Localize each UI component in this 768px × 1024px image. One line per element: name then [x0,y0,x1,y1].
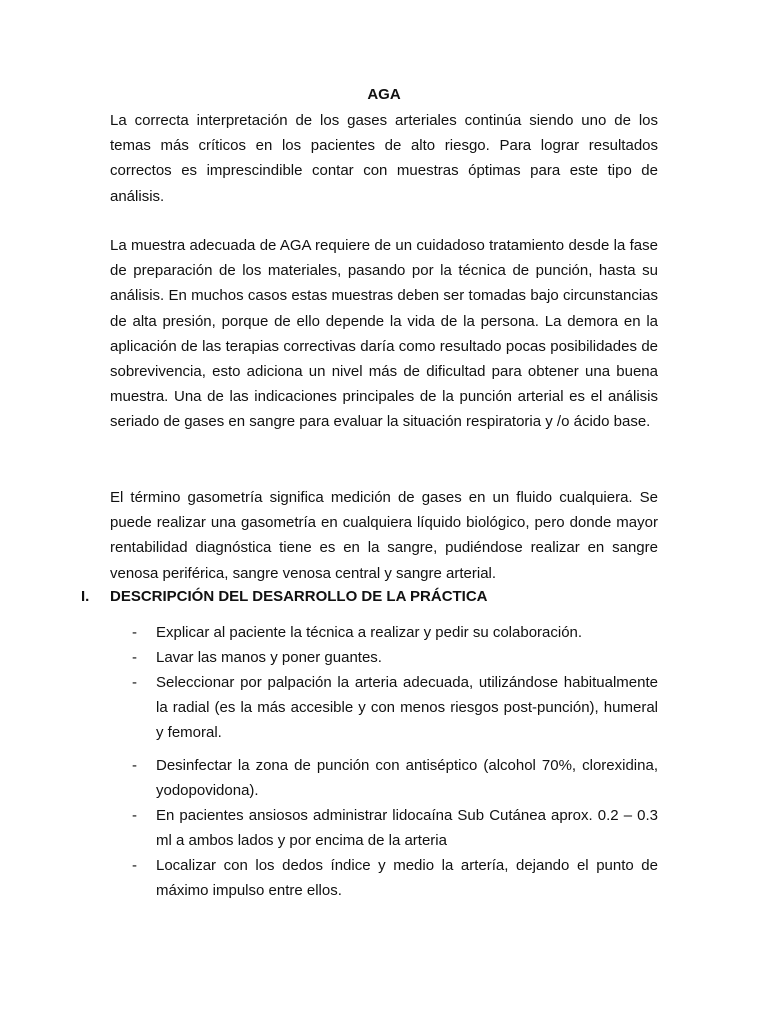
section-title: DESCRIPCIÓN DEL DESARROLLO DE LA PRÁCTICA [110,588,488,605]
paragraph-intro: La correcta interpretación de los gases arteriales continúa siendo uno de los temas más críticos en los pacientes de alto riesgo. Para lograr resultados correctos es imprescindible contar con muestras óptimas para este tipo de análisis. [110,112,658,205]
bullet-dash: - [132,649,137,666]
document-title: AGA [367,86,401,103]
list-item-text: Desinfectar la zona de punción con antiséptico (alcohol 70%, clorexidina, yodopovidona). [156,757,658,799]
bullet-dash: - [132,807,137,824]
paragraph-sample: La muestra adecuada de AGA requiere de un cuidadoso tratamiento desde la fase de preparación de los materiales, pasando por la técnica de punción, hasta su análisis. En muchos casos estas muestras deben ser tomadas bajo circunstancias de alta presión, porque de ello depende la vida de la persona. La demora en la aplicación de las terapias correctivas daría como resultado pocas posibilidades de sobrevivencia, esto adiciona un nivel más de dificultad para obtener una buena muestra. Una de las indicaciones principales de la punción arterial es el análisis seriado de gases en sangre para evaluar la situación respiratoria y /o ácido base. [110,237,658,431]
bullet-dash: - [132,857,137,874]
paragraph-gasometry: El término gasometría significa medición de gases en un fluido cualquiera. Se puede realizar una gasometría en cualquiera líquido biológico, pero donde mayor rentabilidad diagnóstica tiene es en la sangre, pudiéndose realizar en sangre venosa periférica, sangre venosa central y sangre arterial. [110,489,658,582]
bullet-dash: - [132,757,137,774]
list-item-text: Localizar con los dedos índice y medio la artería, dejando el punto de máximo impulso entre ellos. [156,857,658,899]
list-item [128,853,658,903]
bullet-dash: - [132,624,137,641]
list-item [128,803,658,853]
list-item-text: En pacientes ansiosos administrar lidocaína Sub Cutánea aprox. 0.2 – 0.3 ml a ambos lados y por encima de la arteria [156,807,658,849]
bullet-dash: - [132,674,137,691]
list-item-text: Lavar las manos y poner guantes. [156,649,382,666]
list-item [128,645,658,670]
list-item-text: Seleccionar por palpación la arteria adecuada, utilizándose habitualmente la radial (es la más accesible y con menos riesgos post-punción), humeral y femoral. [156,674,658,741]
section-number: I. [81,588,90,605]
list-item [128,753,658,803]
procedure-list [128,620,658,903]
list-item [128,620,658,645]
list-item [128,670,658,745]
list-item-text: Explicar al paciente la técnica a realizar y pedir su colaboración. [156,624,583,641]
